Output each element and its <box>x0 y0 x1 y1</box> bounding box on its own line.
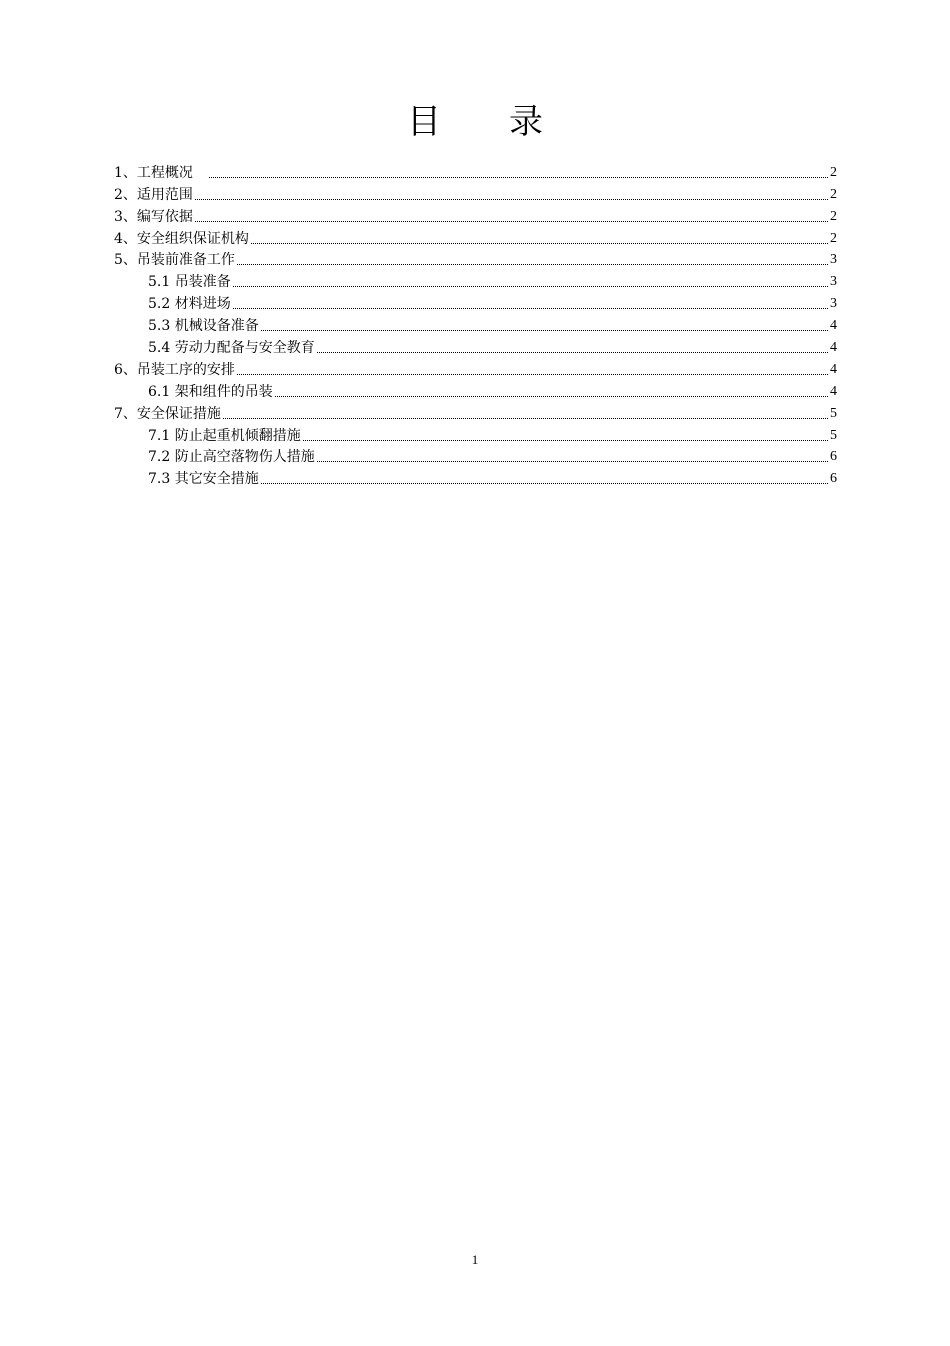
toc-entry-page: 3 <box>830 274 837 290</box>
toc-entry-page: 4 <box>830 340 837 356</box>
toc-dot-leader <box>275 395 828 397</box>
toc-dot-leader <box>223 417 828 419</box>
toc-entry-page: 6 <box>830 471 837 487</box>
toc-entry[interactable] <box>114 466 837 488</box>
toc-entry-page: 4 <box>830 383 837 399</box>
toc-entry-page: 4 <box>830 318 837 334</box>
toc-dot-leader <box>251 242 828 244</box>
toc-entry-label: 5.4 劳动力配备与安全教育 <box>148 340 315 357</box>
toc-entry-label: 5.3 机械设备准备 <box>148 318 259 335</box>
toc-entry[interactable] <box>114 248 837 270</box>
toc-entry[interactable] <box>114 182 837 204</box>
toc-entry[interactable] <box>114 335 837 357</box>
toc-dot-leader <box>195 198 828 200</box>
toc-entry-page: 5 <box>830 405 837 421</box>
toc-entry-label: 7.2 防止高空落物伤人措施 <box>148 449 315 466</box>
toc-entry[interactable] <box>114 423 837 445</box>
toc-dot-leader <box>317 351 828 353</box>
page-number: 1 <box>471 1252 479 1267</box>
toc-entry-label: 6.1 架和组件的吊装 <box>148 383 273 400</box>
toc-entry[interactable] <box>114 313 837 335</box>
toc-dot-leader <box>261 329 828 331</box>
toc-entry-label: 7、安全保证措施 <box>114 405 221 422</box>
toc-entry[interactable] <box>114 401 837 423</box>
toc-entry-page: 6 <box>830 449 837 465</box>
toc-entry-label: 2、适用范围 <box>114 186 193 203</box>
table-of-contents <box>114 160 837 488</box>
toc-entry[interactable] <box>114 357 837 379</box>
toc-entry-page: 3 <box>830 296 837 312</box>
toc-dot-leader <box>261 482 828 484</box>
toc-entry-label: 4、安全组织保证机构 <box>114 230 249 247</box>
toc-entry[interactable] <box>114 160 837 182</box>
toc-entry-page: 2 <box>830 164 837 180</box>
toc-entry-page: 3 <box>830 252 837 268</box>
toc-dot-leader <box>237 263 828 265</box>
toc-entry-label: 5、吊装前准备工作 <box>114 252 235 269</box>
toc-dot-leader <box>195 220 828 222</box>
toc-entry-page: 5 <box>830 427 837 443</box>
toc-dot-leader <box>209 176 828 178</box>
toc-entry-page: 2 <box>830 208 837 224</box>
toc-dot-leader <box>233 285 828 287</box>
toc-entry-page: 2 <box>830 230 837 246</box>
toc-entry[interactable] <box>114 269 837 291</box>
toc-entry-label: 5.1 吊装准备 <box>148 274 231 291</box>
toc-entry-label: 7.1 防止起重机倾翻措施 <box>148 427 301 444</box>
toc-dot-leader <box>303 439 828 441</box>
page-title: 目 录 <box>407 102 543 142</box>
toc-entry-page: 4 <box>830 361 837 377</box>
toc-entry-label: 5.2 材料进场 <box>148 296 231 313</box>
toc-entry-label: 7.3 其它安全措施 <box>148 471 259 488</box>
toc-entry[interactable] <box>114 204 837 226</box>
toc-entry[interactable] <box>114 445 837 467</box>
toc-dot-leader <box>237 373 828 375</box>
toc-entry[interactable] <box>114 291 837 313</box>
toc-entry[interactable] <box>114 379 837 401</box>
toc-entry-label: 6、吊装工序的安排 <box>114 361 235 378</box>
toc-dot-leader <box>233 307 828 309</box>
toc-entry[interactable] <box>114 226 837 248</box>
toc-dot-leader <box>317 460 828 462</box>
toc-entry-label: 3、编写依据 <box>114 208 193 225</box>
toc-entry-page: 2 <box>830 186 837 202</box>
toc-entry-label: 1、工程概况 <box>114 164 207 181</box>
